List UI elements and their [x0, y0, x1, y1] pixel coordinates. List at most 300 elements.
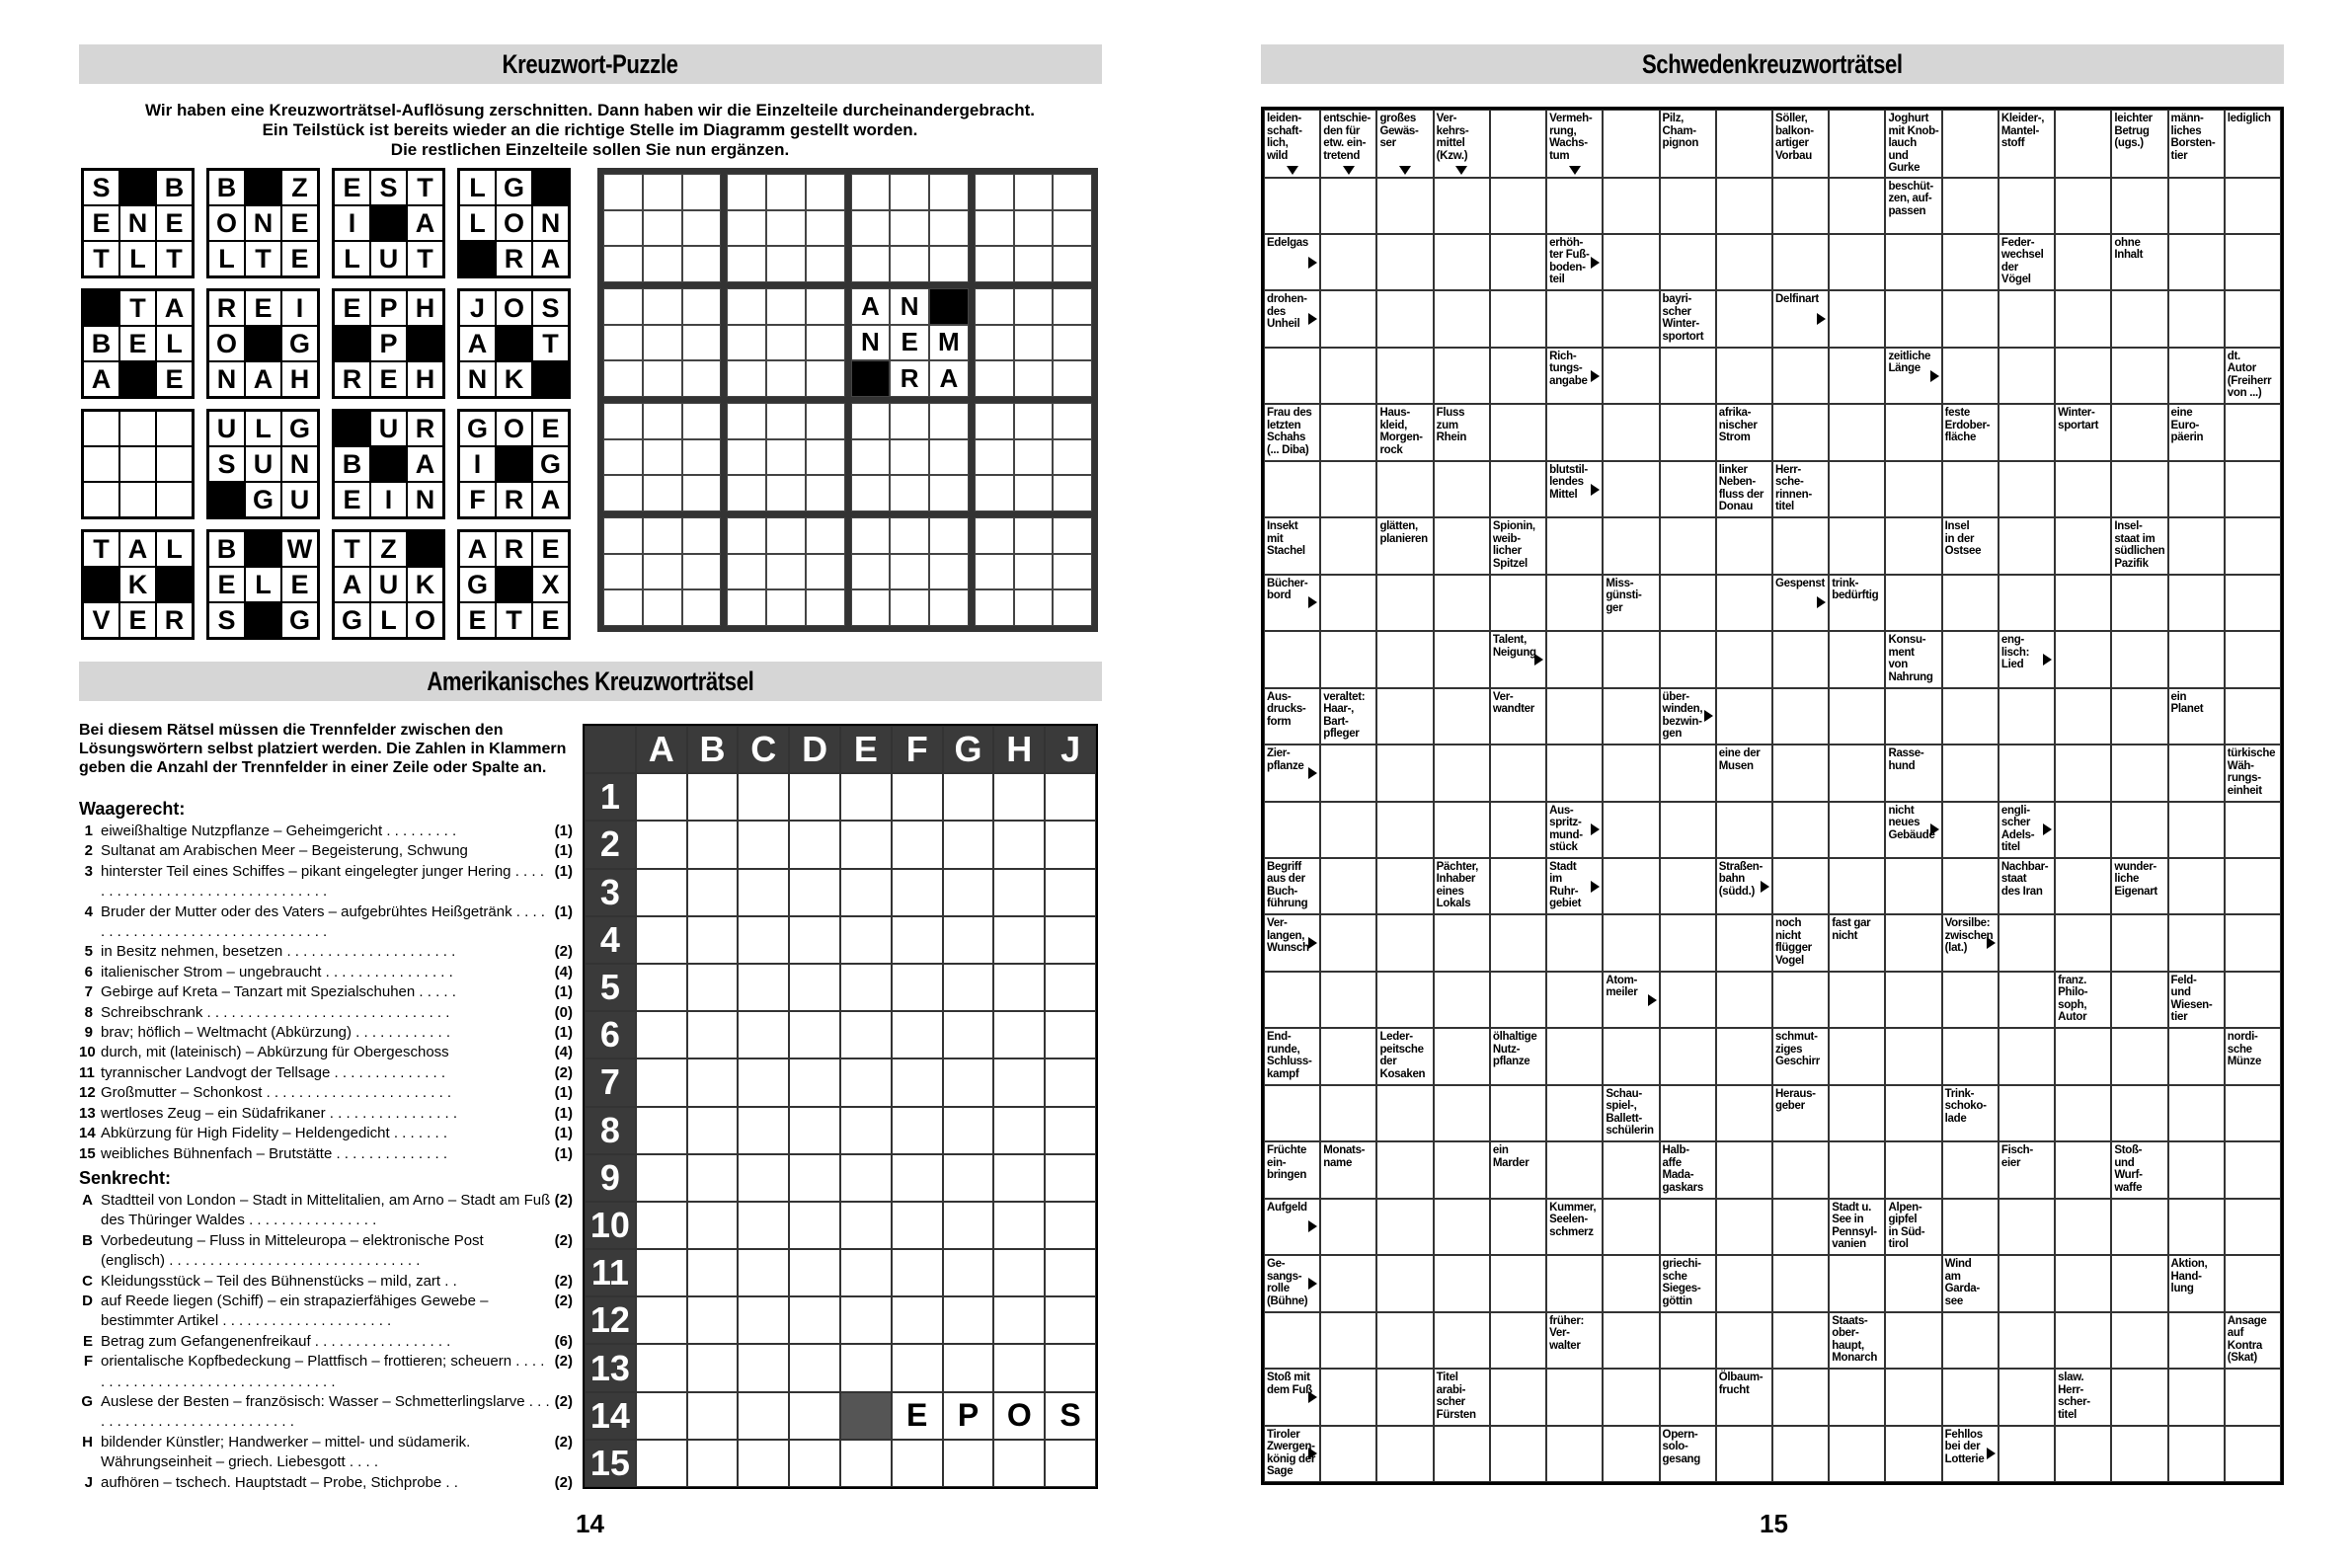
answer-cell[interactable] [1376, 1141, 1433, 1198]
diagram-cell[interactable] [643, 475, 682, 511]
answer-cell[interactable] [1490, 575, 1546, 631]
answer-cell[interactable] [1942, 1028, 1999, 1084]
answer-cell[interactable] [2111, 1085, 2167, 1141]
answer-cell[interactable] [1942, 290, 1999, 347]
answer-cell[interactable] [1885, 1028, 1941, 1084]
diagram-cell[interactable] [929, 210, 969, 247]
grid-cell[interactable] [789, 1392, 840, 1440]
answer-cell[interactable] [1829, 517, 1885, 574]
answer-cell[interactable] [1942, 234, 1999, 290]
answer-cell[interactable] [1434, 575, 1490, 631]
diagram-cell[interactable] [603, 403, 643, 439]
answer-cell[interactable] [1320, 404, 1376, 460]
answer-cell[interactable] [1999, 1028, 2055, 1084]
grid-cell[interactable] [840, 821, 892, 868]
diagram-cell[interactable] [766, 288, 806, 325]
grid-cell[interactable] [789, 964, 840, 1011]
answer-cell[interactable] [1885, 688, 1941, 745]
grid-cell[interactable] [993, 1154, 1045, 1202]
answer-cell[interactable] [1829, 178, 1885, 234]
answer-cell[interactable] [1942, 575, 1999, 631]
grid-cell[interactable] [738, 869, 789, 916]
answer-cell[interactable] [1942, 858, 1999, 914]
diagram-cell[interactable] [1014, 589, 1054, 626]
grid-cell[interactable] [993, 916, 1045, 964]
answer-cell[interactable] [1490, 461, 1546, 517]
grid-cell[interactable] [738, 821, 789, 868]
answer-cell[interactable] [1490, 858, 1546, 914]
diagram-cell[interactable] [975, 174, 1014, 210]
answer-cell[interactable] [1999, 745, 2055, 801]
diagram-cell[interactable] [603, 288, 643, 325]
answer-cell[interactable] [2225, 517, 2281, 574]
answer-cell[interactable] [1434, 178, 1490, 234]
answer-cell[interactable] [2168, 631, 2225, 687]
answer-cell[interactable] [2225, 1255, 2281, 1311]
answer-cell[interactable] [1660, 631, 1716, 687]
grid-cell[interactable] [993, 1296, 1045, 1344]
answer-cell[interactable] [2225, 802, 2281, 858]
grid-cell[interactable] [840, 1011, 892, 1058]
answer-cell[interactable] [1603, 631, 1659, 687]
answer-cell[interactable] [2111, 1199, 2167, 1255]
answer-cell[interactable] [1490, 110, 1546, 178]
grid-cell[interactable] [636, 1107, 687, 1154]
answer-cell[interactable] [1320, 1028, 1376, 1084]
answer-cell[interactable] [1885, 461, 1941, 517]
diagram-cell[interactable] [1053, 288, 1092, 325]
answer-cell[interactable] [2111, 745, 2167, 801]
answer-cell[interactable] [1885, 914, 1941, 971]
answer-cell[interactable] [2168, 1199, 2225, 1255]
diagram-cell[interactable] [603, 517, 643, 554]
answer-cell[interactable] [2055, 290, 2111, 347]
answer-cell[interactable] [1320, 1255, 1376, 1311]
grid-cell[interactable] [993, 1011, 1045, 1058]
answer-cell[interactable] [2111, 348, 2167, 404]
answer-cell[interactable] [1660, 1085, 1716, 1141]
diagram-cell[interactable] [766, 517, 806, 554]
answer-cell[interactable] [2168, 348, 2225, 404]
answer-cell[interactable] [1603, 1426, 1659, 1482]
diagram-cell[interactable] [766, 360, 806, 397]
answer-cell[interactable] [1942, 1141, 1999, 1198]
diagram-cell[interactable]: N [851, 325, 891, 361]
grid-cell[interactable] [687, 869, 739, 916]
answer-cell[interactable] [1434, 1028, 1490, 1084]
diagram-cell[interactable] [766, 246, 806, 282]
diagram-cell[interactable] [929, 246, 969, 282]
grid-cell[interactable] [943, 1202, 994, 1249]
grid-cell[interactable] [636, 1058, 687, 1106]
diagram-cell[interactable] [766, 554, 806, 590]
answer-cell[interactable] [1829, 631, 1885, 687]
answer-cell[interactable] [1829, 290, 1885, 347]
answer-cell[interactable] [1772, 631, 1829, 687]
grid-cell[interactable] [943, 1011, 994, 1058]
answer-cell[interactable] [2111, 1255, 2167, 1311]
answer-cell[interactable] [1546, 517, 1603, 574]
answer-cell[interactable] [1716, 972, 1772, 1028]
diagram-cell[interactable] [603, 589, 643, 626]
diagram-cell[interactable] [1053, 403, 1092, 439]
diagram-cell[interactable] [929, 517, 969, 554]
grid-cell[interactable] [993, 1107, 1045, 1154]
answer-cell[interactable] [1546, 688, 1603, 745]
answer-cell[interactable] [1320, 575, 1376, 631]
grid-cell[interactable] [993, 869, 1045, 916]
answer-cell[interactable] [1660, 517, 1716, 574]
answer-cell[interactable] [1376, 575, 1433, 631]
grid-cell[interactable] [789, 1058, 840, 1106]
grid-cell[interactable] [636, 1392, 687, 1440]
grid-cell[interactable] [892, 1107, 943, 1154]
answer-cell[interactable] [2111, 1369, 2167, 1425]
answer-cell[interactable] [1772, 1141, 1829, 1198]
answer-cell[interactable] [1772, 858, 1829, 914]
answer-cell[interactable] [1885, 234, 1941, 290]
diagram-cell[interactable] [975, 325, 1014, 361]
answer-cell[interactable] [1376, 631, 1433, 687]
answer-cell[interactable] [1320, 290, 1376, 347]
answer-cell[interactable] [2168, 517, 2225, 574]
answer-cell[interactable] [1885, 1312, 1941, 1369]
answer-cell[interactable] [1603, 110, 1659, 178]
answer-cell[interactable] [1660, 404, 1716, 460]
diagram-cell[interactable] [851, 403, 891, 439]
grid-cell[interactable] [687, 821, 739, 868]
answer-cell[interactable] [2225, 575, 2281, 631]
answer-cell[interactable] [1546, 1085, 1603, 1141]
answer-cell[interactable] [1376, 1255, 1433, 1311]
grid-cell[interactable] [636, 1202, 687, 1249]
answer-cell[interactable] [1829, 348, 1885, 404]
answer-cell[interactable] [2055, 1312, 2111, 1369]
diagram-cell[interactable] [929, 554, 969, 590]
grid-cell[interactable] [1045, 1202, 1096, 1249]
grid-cell[interactable] [789, 773, 840, 821]
grid-cell[interactable] [1045, 821, 1096, 868]
answer-cell[interactable] [1320, 517, 1376, 574]
answer-cell[interactable] [1546, 1426, 1603, 1482]
grid-cell[interactable] [687, 1392, 739, 1440]
grid-cell[interactable] [840, 1107, 892, 1154]
answer-cell[interactable] [2055, 178, 2111, 234]
answer-cell[interactable] [1320, 631, 1376, 687]
grid-cell[interactable] [892, 1296, 943, 1344]
diagram-cell[interactable] [766, 439, 806, 476]
answer-cell[interactable] [2055, 110, 2111, 178]
diagram-cell[interactable] [766, 589, 806, 626]
answer-cell[interactable] [1829, 802, 1885, 858]
answer-cell[interactable] [1434, 1312, 1490, 1369]
diagram-cell[interactable] [890, 439, 929, 476]
grid-cell[interactable] [738, 964, 789, 1011]
grid-cell[interactable] [1045, 1296, 1096, 1344]
answer-cell[interactable] [2225, 1199, 2281, 1255]
answer-cell[interactable] [1829, 858, 1885, 914]
answer-cell[interactable] [1490, 290, 1546, 347]
diagram-cell[interactable] [975, 210, 1014, 247]
grid-cell[interactable] [840, 1440, 892, 1487]
answer-cell[interactable] [1320, 1199, 1376, 1255]
diagram-cell[interactable] [643, 517, 682, 554]
answer-cell[interactable] [1434, 1141, 1490, 1198]
answer-cell[interactable] [1660, 1369, 1716, 1425]
grid-cell[interactable] [892, 1344, 943, 1391]
answer-cell[interactable] [2055, 1141, 2111, 1198]
answer-cell[interactable] [1264, 178, 1320, 234]
diagram-cell[interactable] [727, 475, 766, 511]
answer-cell[interactable] [2111, 461, 2167, 517]
answer-cell[interactable] [1546, 290, 1603, 347]
answer-cell[interactable] [1546, 745, 1603, 801]
answer-cell[interactable] [1716, 1312, 1772, 1369]
diagram-cell[interactable] [890, 554, 929, 590]
diagram-cell[interactable] [766, 403, 806, 439]
answer-cell[interactable] [1376, 290, 1433, 347]
diagram-cell[interactable]: N [890, 288, 929, 325]
diagram-cell[interactable] [682, 210, 722, 247]
diagram-cell[interactable] [1053, 517, 1092, 554]
grid-cell[interactable] [840, 1249, 892, 1296]
answer-cell[interactable] [1434, 1255, 1490, 1311]
answer-cell[interactable] [1320, 745, 1376, 801]
answer-cell[interactable] [1942, 1199, 1999, 1255]
answer-cell[interactable] [1716, 1426, 1772, 1482]
answer-cell[interactable] [1490, 914, 1546, 971]
answer-cell[interactable] [1376, 914, 1433, 971]
answer-cell[interactable] [1772, 178, 1829, 234]
answer-cell[interactable] [1942, 461, 1999, 517]
answer-cell[interactable] [1660, 1312, 1716, 1369]
answer-cell[interactable] [1660, 972, 1716, 1028]
grid-cell[interactable] [943, 964, 994, 1011]
grid-cell[interactable] [892, 1011, 943, 1058]
answer-cell[interactable] [2168, 461, 2225, 517]
grid-cell[interactable] [943, 916, 994, 964]
answer-cell[interactable] [1885, 972, 1941, 1028]
answer-cell[interactable] [2168, 234, 2225, 290]
answer-cell[interactable] [1320, 972, 1376, 1028]
grid-cell[interactable] [1045, 773, 1096, 821]
diagram-cell[interactable] [1014, 403, 1054, 439]
grid-cell[interactable] [687, 1011, 739, 1058]
grid-cell[interactable] [943, 773, 994, 821]
answer-cell[interactable] [1999, 1199, 2055, 1255]
diagram-cell[interactable] [806, 360, 845, 397]
answer-cell[interactable] [1885, 290, 1941, 347]
answer-cell[interactable] [1264, 972, 1320, 1028]
answer-cell[interactable] [1772, 1255, 1829, 1311]
answer-cell[interactable] [1829, 1028, 1885, 1084]
answer-cell[interactable] [1716, 290, 1772, 347]
diagram-cell[interactable] [682, 554, 722, 590]
answer-cell[interactable] [1490, 404, 1546, 460]
diagram-cell[interactable] [975, 554, 1014, 590]
answer-cell[interactable] [1320, 1085, 1376, 1141]
diagram-cell[interactable] [603, 325, 643, 361]
diagram-cell[interactable] [643, 325, 682, 361]
diagram-cell[interactable] [643, 554, 682, 590]
grid-cell[interactable] [636, 773, 687, 821]
answer-cell[interactable] [1603, 1028, 1659, 1084]
answer-cell[interactable] [1942, 802, 1999, 858]
answer-cell[interactable] [1999, 461, 2055, 517]
answer-cell[interactable] [1660, 348, 1716, 404]
grid-cell[interactable] [687, 1154, 739, 1202]
grid-cell[interactable] [738, 773, 789, 821]
answer-cell[interactable] [2168, 1426, 2225, 1482]
answer-cell[interactable] [1942, 178, 1999, 234]
grid-cell[interactable] [789, 1296, 840, 1344]
diagram-cell[interactable] [727, 174, 766, 210]
answer-cell[interactable] [2168, 1141, 2225, 1198]
answer-cell[interactable] [1829, 972, 1885, 1028]
diagram-cell[interactable] [806, 554, 845, 590]
grid-cell[interactable] [892, 773, 943, 821]
grid-cell[interactable] [738, 1392, 789, 1440]
answer-cell[interactable] [2111, 575, 2167, 631]
diagram-cell[interactable] [975, 246, 1014, 282]
grid-cell[interactable]: S [1045, 1392, 1096, 1440]
answer-cell[interactable] [2111, 1312, 2167, 1369]
answer-cell[interactable] [1942, 110, 1999, 178]
grid-cell[interactable] [636, 1154, 687, 1202]
answer-cell[interactable] [1716, 631, 1772, 687]
answer-cell[interactable] [1434, 517, 1490, 574]
answer-cell[interactable] [1999, 914, 2055, 971]
grid-cell[interactable] [738, 1011, 789, 1058]
answer-cell[interactable] [1434, 1199, 1490, 1255]
diagram-cell[interactable] [1053, 360, 1092, 397]
diagram-cell[interactable]: E [890, 325, 929, 361]
diagram-cell[interactable] [603, 246, 643, 282]
answer-cell[interactable] [1376, 1199, 1433, 1255]
diagram-cell[interactable] [727, 554, 766, 590]
answer-cell[interactable] [1490, 1085, 1546, 1141]
answer-cell[interactable] [1829, 1426, 1885, 1482]
answer-cell[interactable] [2225, 178, 2281, 234]
answer-cell[interactable] [1434, 348, 1490, 404]
grid-cell[interactable] [1045, 1058, 1096, 1106]
grid-cell[interactable] [993, 821, 1045, 868]
answer-cell[interactable] [1716, 1255, 1772, 1311]
answer-cell[interactable] [1264, 348, 1320, 404]
grid-cell[interactable] [993, 1202, 1045, 1249]
answer-cell[interactable] [1942, 972, 1999, 1028]
answer-cell[interactable] [1434, 1426, 1490, 1482]
answer-cell[interactable] [1829, 404, 1885, 460]
diagram-cell[interactable] [727, 439, 766, 476]
answer-cell[interactable] [1546, 1369, 1603, 1425]
answer-cell[interactable] [1772, 1312, 1829, 1369]
grid-cell[interactable] [738, 1202, 789, 1249]
diagram-cell[interactable] [929, 475, 969, 511]
answer-cell[interactable] [1434, 1085, 1490, 1141]
diagram-cell[interactable] [603, 360, 643, 397]
answer-cell[interactable] [1999, 404, 2055, 460]
answer-cell[interactable] [1942, 745, 1999, 801]
grid-cell[interactable] [687, 1296, 739, 1344]
answer-cell[interactable] [1772, 1369, 1829, 1425]
answer-cell[interactable] [2168, 802, 2225, 858]
answer-cell[interactable] [1999, 972, 2055, 1028]
diagram-cell[interactable] [851, 439, 891, 476]
diagram-cell[interactable] [1014, 360, 1054, 397]
grid-cell[interactable] [993, 964, 1045, 1011]
answer-cell[interactable] [2225, 914, 2281, 971]
answer-cell[interactable] [1546, 1028, 1603, 1084]
answer-cell[interactable] [2055, 688, 2111, 745]
answer-cell[interactable] [1434, 802, 1490, 858]
grid-cell[interactable] [1045, 1344, 1096, 1391]
answer-cell[interactable] [1772, 1426, 1829, 1482]
grid-cell[interactable] [993, 1249, 1045, 1296]
answer-cell[interactable] [2055, 1255, 2111, 1311]
grid-cell[interactable] [789, 1249, 840, 1296]
grid-cell[interactable]: P [943, 1392, 994, 1440]
answer-cell[interactable] [1942, 348, 1999, 404]
answer-cell[interactable] [1885, 404, 1941, 460]
answer-cell[interactable] [1603, 461, 1659, 517]
diagram-cell[interactable] [806, 246, 845, 282]
answer-cell[interactable] [1320, 858, 1376, 914]
diagram-cell[interactable] [1053, 210, 1092, 247]
answer-cell[interactable] [1660, 802, 1716, 858]
answer-cell[interactable] [2055, 802, 2111, 858]
answer-cell[interactable] [1829, 745, 1885, 801]
grid-cell[interactable] [789, 1440, 840, 1487]
diagram-cell[interactable] [975, 475, 1014, 511]
answer-cell[interactable] [2225, 688, 2281, 745]
answer-cell[interactable] [1603, 914, 1659, 971]
answer-cell[interactable] [1999, 348, 2055, 404]
answer-cell[interactable] [1603, 404, 1659, 460]
grid-cell[interactable] [943, 821, 994, 868]
grid-cell[interactable] [892, 821, 943, 868]
diagram-cell[interactable] [806, 403, 845, 439]
answer-cell[interactable] [1716, 234, 1772, 290]
answer-cell[interactable] [1490, 1255, 1546, 1311]
diagram-cell[interactable] [806, 589, 845, 626]
answer-cell[interactable] [1660, 1028, 1716, 1084]
answer-cell[interactable] [1320, 234, 1376, 290]
grid-cell[interactable] [993, 773, 1045, 821]
answer-cell[interactable] [1376, 858, 1433, 914]
answer-cell[interactable] [1490, 348, 1546, 404]
answer-cell[interactable] [1660, 461, 1716, 517]
answer-cell[interactable] [1376, 1312, 1433, 1369]
grid-cell[interactable] [840, 1392, 892, 1440]
diagram-cell[interactable] [643, 589, 682, 626]
grid-cell[interactable] [636, 821, 687, 868]
answer-cell[interactable] [1772, 1199, 1829, 1255]
answer-cell[interactable] [1660, 234, 1716, 290]
answer-cell[interactable] [1660, 1199, 1716, 1255]
answer-cell[interactable] [1885, 517, 1941, 574]
answer-cell[interactable] [2225, 234, 2281, 290]
answer-cell[interactable] [1716, 688, 1772, 745]
answer-cell[interactable] [1376, 461, 1433, 517]
answer-cell[interactable] [1942, 1369, 1999, 1425]
diagram-cell[interactable] [682, 475, 722, 511]
diagram-cell[interactable] [929, 589, 969, 626]
diagram-cell[interactable]: M [929, 325, 969, 361]
answer-cell[interactable] [2225, 404, 2281, 460]
answer-cell[interactable] [1376, 178, 1433, 234]
grid-cell[interactable] [636, 916, 687, 964]
